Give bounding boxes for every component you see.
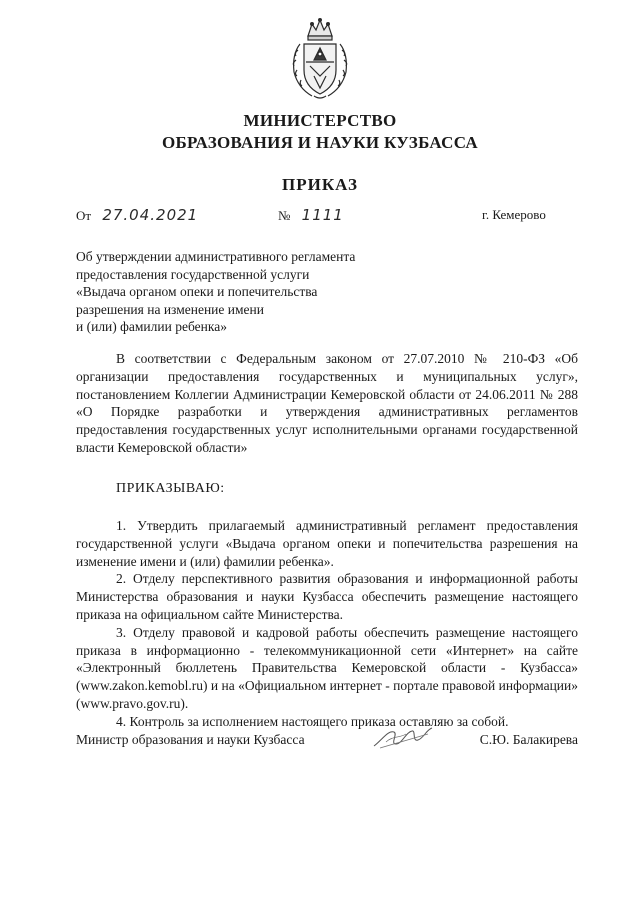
signatory-title: Министр образования и науки Кузбасса <box>76 732 305 747</box>
subject-line: предоставления государственной услуги <box>76 266 310 282</box>
ministry-line-1: МИНИСТЕРСТВО <box>243 111 397 130</box>
document-type-title: ПРИКАЗ <box>282 175 358 194</box>
date-value-handwritten: 27.04.2021 <box>102 206 199 224</box>
order-item-2: 2. Отделу перспективного развития образования и информационной работы Министерства образования и науки Кузбасса обеспечить размещение настоящего приказа на официальном сайте Министерства. <box>76 571 578 622</box>
signatory-name: С.Ю. Балакирева <box>479 732 578 747</box>
ministry-header <box>0 110 640 154</box>
subject-line: и (или) фамилии ребенка» <box>76 319 227 335</box>
ministry-line-2: ОБРАЗОВАНИЯ И НАУКИ КУЗБАССА <box>161 133 479 152</box>
number-value-handwritten: 1111 <box>301 206 344 224</box>
coat-of-arms-emblem <box>288 14 352 102</box>
order-items <box>76 517 578 731</box>
order-item-3: 3. Отделу правовой и кадровой работы обеспечить размещение настоящего приказа в информационно - телекоммуникационной сети «Интернет» на сайте «Электронный бюллетень Правительства Кемеровской области - Кузбасса» (www.zakon.kemobl.ru) и на «Официальном интернет - портале правовой информации» (www.pravo.gov.ru). <box>76 624 578 711</box>
preamble-paragraph: В соответствии с Федеральным законом от 27.07.2010 № 210-ФЗ «Об организации предоставления государственных и муниципальных услуг», постановлением Коллегии Администрации Кемеровской области от 24.06.2011 № 288 «О Порядке разработки и утверждения административных регламентов предоставления государственных услуг исполнительными органами государственной власти Кемеровской области» <box>76 351 578 455</box>
order-item-1: 1. Утвердить прилагаемый административный регламент предоставления государственной услуги «Выдача органом опеки и попечительства разрешения на изменение имени и (или) фамилии ребенка». <box>76 518 578 569</box>
subject-line: Об утверждении административного регламента <box>76 249 356 264</box>
issue-city: г. Кемерово <box>482 207 546 222</box>
date-label: От <box>76 208 92 223</box>
subject-line: разрешения на изменение имени <box>76 301 264 317</box>
order-item-4: 4. Контроль за исполнением настоящего приказа оставляю за собой. <box>116 713 509 729</box>
order-number <box>278 206 344 225</box>
subject-line: «Выдача органом опеки и попечительства <box>76 284 318 300</box>
handwritten-signature <box>372 722 434 752</box>
order-subject <box>76 248 416 336</box>
signature-block <box>76 732 578 756</box>
order-date <box>76 206 198 225</box>
number-label: № <box>278 208 291 223</box>
order-directive: ПРИКАЗЫВАЮ: <box>116 481 225 496</box>
